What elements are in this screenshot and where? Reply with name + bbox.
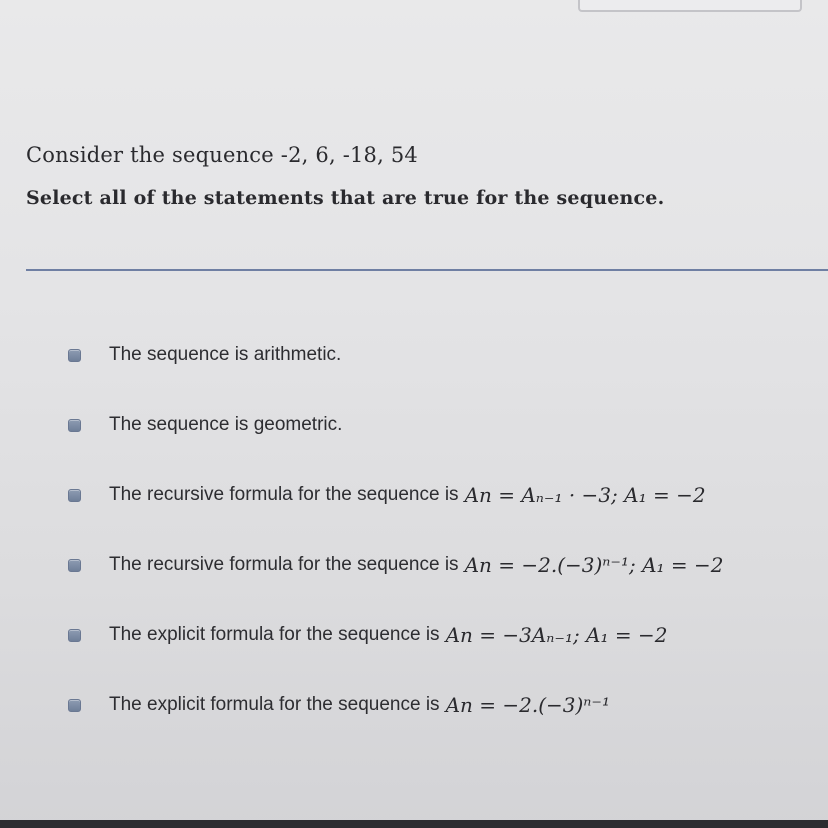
screen-bezel [0,820,828,828]
option-geometric[interactable] [68,390,818,460]
option-explicit-1[interactable] [68,600,818,670]
option-formula: An = −3Aₙ₋₁; A₁ = −2 [445,623,668,647]
option-label: The explicit formula for the sequence is [109,624,440,645]
top-panel-edge [578,0,802,12]
answer-options [68,320,818,740]
option-recursive-1[interactable] [68,460,818,530]
checkbox[interactable] [68,489,81,502]
option-label: The sequence is arithmetic. [109,344,342,365]
instruction-line: Select all of the statements that are true for the sequence. [26,187,665,209]
checkbox[interactable] [68,419,81,432]
option-label: The explicit formula for the sequence is [109,694,440,715]
checkbox[interactable] [68,349,81,362]
checkbox[interactable] [68,699,81,712]
checkbox[interactable] [68,559,81,572]
option-explicit-2[interactable] [68,670,818,740]
question-line: Consider the sequence -2, 6, -18, 54 [26,143,418,167]
checkbox[interactable] [68,629,81,642]
option-formula: An = Aₙ₋₁ · −3; A₁ = −2 [464,483,706,507]
option-arithmetic[interactable] [68,320,818,390]
option-formula: An = −2.(−3)ⁿ⁻¹ [445,693,610,717]
option-recursive-2[interactable] [68,530,818,600]
divider [26,269,828,271]
option-label: The sequence is geometric. [109,414,343,435]
question-prompt [26,134,664,220]
option-formula: An = −2.(−3)ⁿ⁻¹; A₁ = −2 [464,553,724,577]
option-label: The recursive formula for the sequence is [109,554,459,575]
option-label: The recursive formula for the sequence is [109,484,459,505]
